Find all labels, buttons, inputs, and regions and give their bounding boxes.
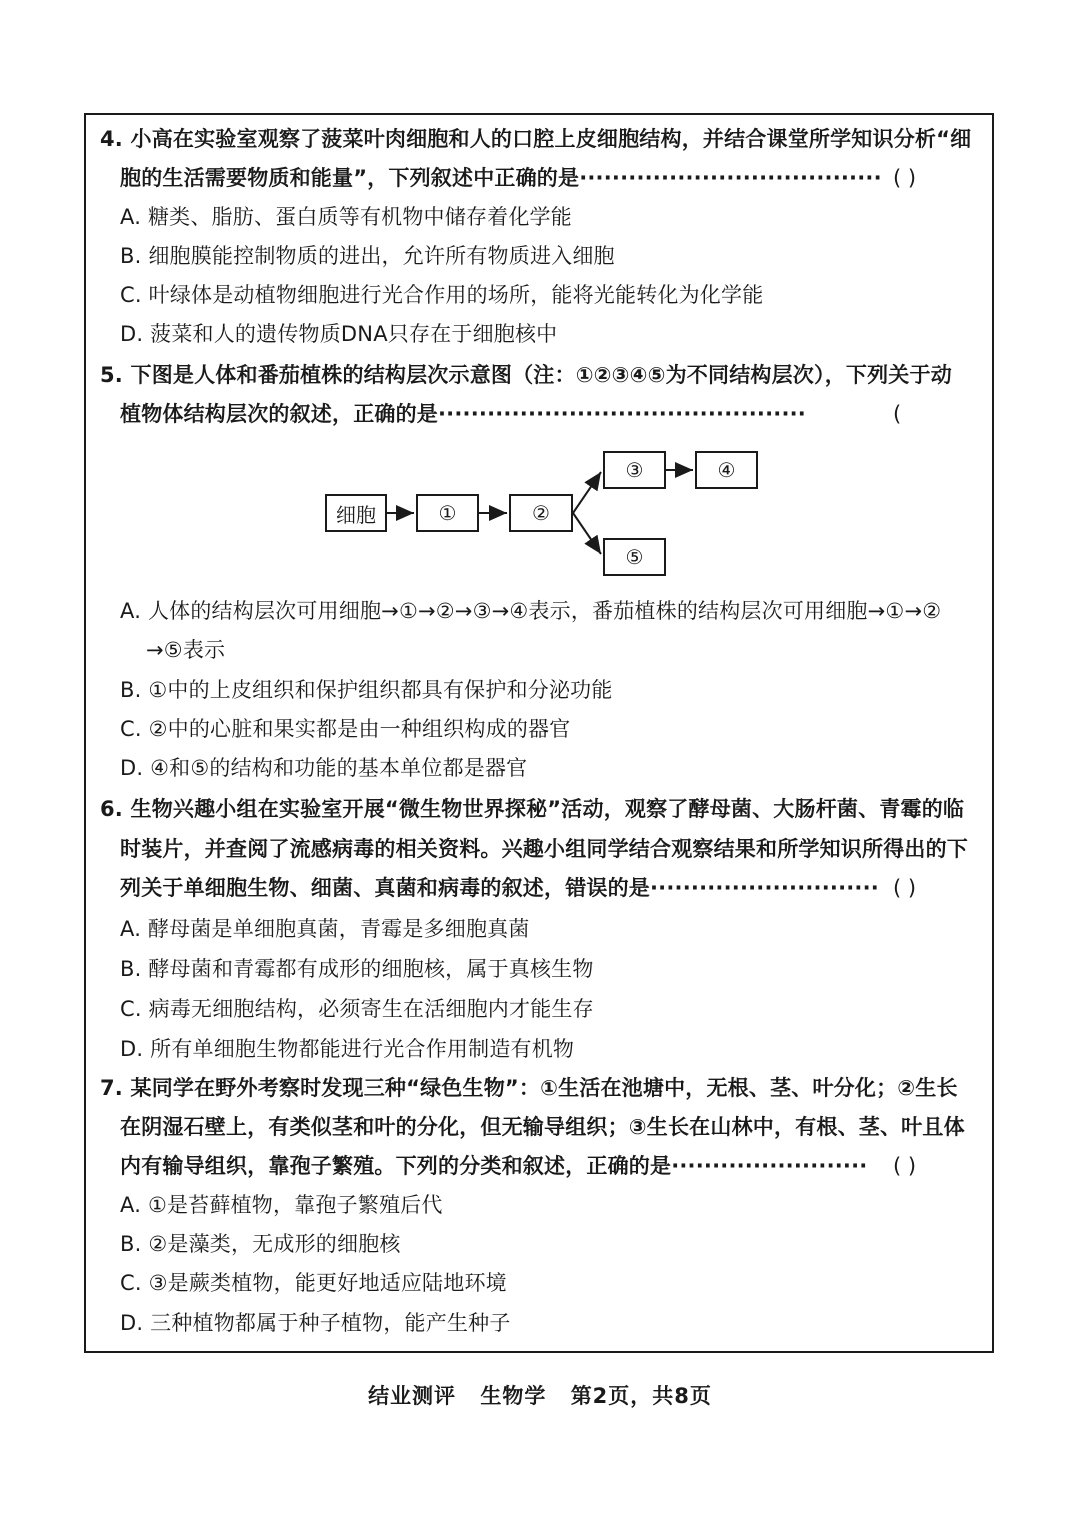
diagram-cell-box: 细胞 [325, 494, 387, 532]
q4-option-b: B. 细胞膜能控制物质的进出，允许所有物质进入细胞 [120, 244, 615, 268]
footer-subject: 生物学 [480, 1384, 547, 1408]
q4-option-d: D. 菠菜和人的遗传物质DNA只存在于细胞核中 [120, 322, 558, 346]
q5-option-b: B. ①中的上皮组织和保护组织都具有保护和分泌功能 [120, 678, 613, 702]
q5-option-a-line2: →⑤表示 [146, 638, 226, 662]
q7-option-d: D. 三种植物都属于种子植物，能产生种子 [120, 1311, 511, 1335]
q6-option-c: C. 病毒无细胞结构，必须寄生在活细胞内才能生存 [120, 997, 594, 1021]
q6-stem-line1: 6. 生物兴趣小组在实验室开展“微生物世界探秘”活动，观察了酵母菌、大肠杆菌、青霉的临 [100, 797, 965, 821]
q7-stem-line3: 内有输导组织，靠孢子繁殖。下列的分类和叙述，正确的是························ [120, 1154, 868, 1178]
q5-option-c: C. ②中的心脏和果实都是由一种组织构成的器官 [120, 717, 571, 741]
q5-stem-line2: 植物体结构层次的叙述，正确的是············································· [120, 402, 806, 426]
diagram-level-3: ③ [603, 451, 666, 489]
q5-stem-line1: 5. 下图是人体和番茄植株的结构层次示意图（注：①②③④⑤为不同结构层次），下列关于动 [100, 363, 952, 387]
page-footer [0, 1380, 1080, 1410]
q4-option-a: A. 糖类、脂肪、蛋白质等有机物中储存着化学能 [120, 205, 572, 229]
q5-option-a-line1: A. 人体的结构层次可用细胞→①→②→③→④表示，番茄植株的结构层次可用细胞→①→② [120, 599, 942, 623]
q7-answer-paren: ( ) [893, 1154, 917, 1178]
q6-option-d: D. 所有单细胞生物都能进行光合作用制造有机物 [120, 1037, 575, 1061]
diagram-level-2: ② [509, 494, 573, 532]
footer-page-number: 第2页，共8页 [570, 1384, 712, 1408]
q6-stem-line2: 时装片，并查阅了流感病毒的相关资料。兴趣小组同学结合观察结果和所学知识所得出的下 [120, 837, 968, 861]
diagram-level-5: ⑤ [603, 538, 666, 576]
q5-answer-paren: ( [893, 402, 902, 426]
q7-option-b: B. ②是藻类，无成形的细胞核 [120, 1232, 401, 1256]
q7-option-c: C. ③是蕨类植物，能更好地适应陆地环境 [120, 1271, 507, 1295]
q4-answer-paren: ( ) [893, 166, 917, 190]
q6-option-b: B. 酵母菌和青霉都有成形的细胞核，属于真核生物 [120, 957, 594, 981]
diagram-level-1: ① [416, 494, 479, 532]
q4-option-c: C. 叶绿体是动植物细胞进行光合作用的场所，能将光能转化为化学能 [120, 283, 764, 307]
q7-stem-line1: 7. 某同学在野外考察时发现三种“绿色生物”：①生活在池塘中，无根、茎、叶分化；②生长 [100, 1076, 958, 1100]
q6-stem-line3: 列关于单细胞生物、细菌、真菌和病毒的叙述，错误的是···························· [120, 876, 879, 900]
q6-option-a: A. 酵母菌是单细胞真菌，青霉是多细胞真菌 [120, 917, 530, 941]
q4-stem-line1: 4. 小高在实验室观察了菠菜叶肉细胞和人的口腔上皮细胞结构，并结合课堂所学知识分析“细 [100, 127, 972, 151]
q7-stem-line2: 在阴湿石壁上，有类似茎和叶的分化，但无输导组织；③生长在山林中，有根、茎、叶且体 [120, 1115, 965, 1139]
diagram-level-4: ④ [695, 451, 758, 489]
q4-stem-line2: 胞的生活需要物质和能量”，下列叙述中正确的是····································· [120, 166, 882, 190]
q7-option-a: A. ①是苔藓植物，靠孢子繁殖后代 [120, 1193, 443, 1217]
q6-answer-paren: ( ) [893, 876, 917, 900]
q5-option-d: D. ④和⑤的结构和功能的基本单位都是器官 [120, 756, 528, 780]
footer-exam: 结业测评 [368, 1384, 457, 1408]
